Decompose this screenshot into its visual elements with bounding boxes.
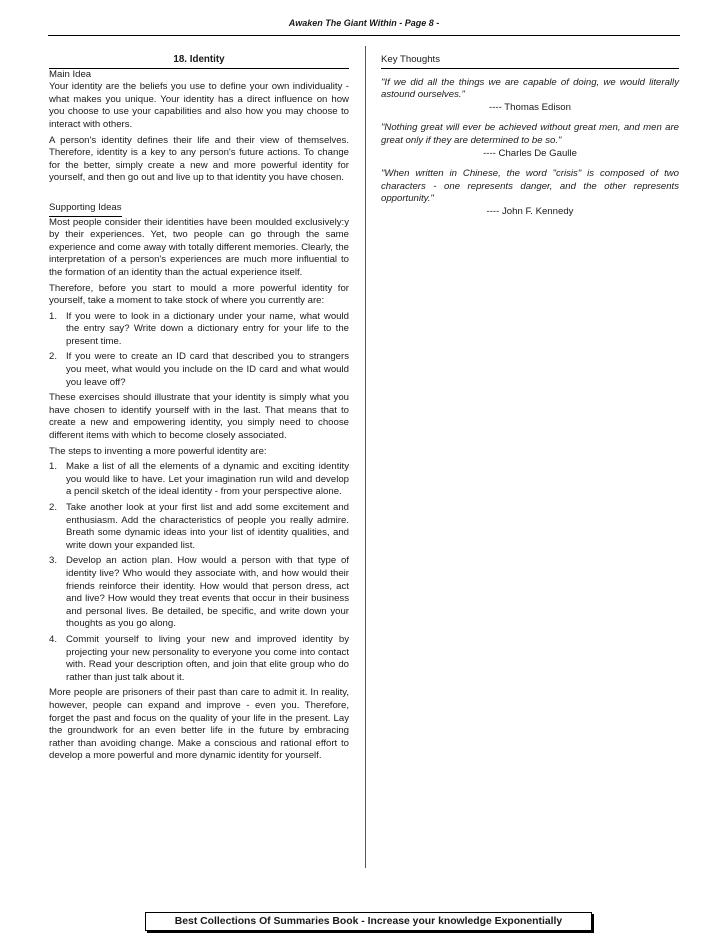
quote-text: "When written in Chinese, the word "crisis" is composed of two characters - one represents danger, and the other represents opportunity." xyxy=(381,168,679,205)
self-assessment-list xyxy=(49,311,349,390)
right-column xyxy=(381,54,679,227)
list-item: 2. If you were to create an ID card that described you to strangers you meet, what would you include on the ID card and what would you leave off? xyxy=(49,351,349,388)
main-idea-paragraph-1: Your identity are the beliefs you use to define your own individuality - what makes you unique. Your identity has a direct influence on how you choose to use your capabilities and also how you may choose to interact with others. xyxy=(49,81,349,130)
supporting-paragraph-4: The steps to inventing a more powerful identity are: xyxy=(49,445,267,457)
list-item: 4. Commit yourself to living your new and improved identity by projecting your new personality to everyone you come into contact with. Read your description often, and join that elite group who do rather than just talk about it. xyxy=(49,633,349,683)
quote-author: ---- Charles De Gaulle xyxy=(483,147,577,159)
key-thoughts-label: Key Thoughts xyxy=(381,54,679,69)
left-column xyxy=(49,54,349,766)
supporting-paragraph-5: More people are prisoners of their past than care to admit it. In reality, however, people can expand and improve - even you. Therefore, forget the past and focus on the quality of your life in the present. Lay the groundwork for an even better life in the future by embracing rather than avoiding change. Make a conscious and rational effort to develop a more powerful and more dynamic identity for yourself. xyxy=(49,687,349,762)
main-idea-paragraph-2: A person's identity defines their life and their view of themselves. Therefore, identity is a key to any person's future actions. To change for the better, simply create a new and more powerful identity for yourself, and then go out and live up to that identity you have chosen. xyxy=(49,134,349,184)
list-item: 1. Make a list of all the elements of a dynamic and exciting identity you would like to have. Let your imagination run wild and develop a pencil sketch of the ideal identity - from your perspective alone. xyxy=(49,461,349,498)
steps-list xyxy=(49,461,349,684)
footer-banner xyxy=(145,912,592,931)
quote-text: "If we did all the things we are capable of doing, we would literally astound ourselves." xyxy=(381,76,679,101)
footer-text: Best Collections Of Summaries Book - Increase your knowledge Exponentially xyxy=(174,916,563,927)
supporting-paragraph-1: Most people consider their identities have been moulded exclusively:y by their experiences. Yet, two people can go through the same experience and come away with totally different memories. Clearly, the interpretation of a person's experiences are much more influential to the formation of an identity than the actual experience itself. xyxy=(49,216,349,278)
quote-text: "Nothing great will ever be achieved without great men, and men are great only if they are determined to be so." xyxy=(381,122,679,146)
supporting-paragraph-3: These exercises should illustrate that your identity is simply what you have chosen to identify yourself with in the last. That means that to create a new and empowering identity, you simply need to choose different items with which to become closely associated. xyxy=(49,392,349,442)
section-title: 18. Identity xyxy=(49,54,349,69)
quote-author: ---- John F. Kennedy xyxy=(486,205,574,217)
list-item: 3. Develop an action plan. How would a person with that type of identity live? Who would they associate with, and how would their friends reinforce their identity. How would that person dress, act and live? How would they treat events that occur in their business and personal lives. Be detailed, be specific, and write down your thoughts as you go along. xyxy=(49,555,349,630)
page-header-title: Awaken The Giant Within - Page 8 - xyxy=(288,18,440,28)
supporting-paragraph-2: Therefore, before you start to mould a more powerful identity for yourself, take a moment to take stock of where you currently are: xyxy=(49,282,349,307)
quote-author: ---- Thomas Edison xyxy=(489,101,571,113)
supporting-ideas-label: Supporting Ideas xyxy=(49,202,122,217)
column-divider xyxy=(365,46,366,868)
page-header xyxy=(48,17,680,36)
list-item: 1. If you were to look in a dictionary under your name, what would the entry say? Write down a dictionary entry for your life to the present time. xyxy=(49,310,349,347)
list-item: 2. Take another look at your first list and add some excitement and enthusiasm. Add the characteristics of people you really admire. Breath some dynamic ideas into your list of identity qualities, and write down your expanded list. xyxy=(49,502,349,551)
main-idea-label: Main Idea xyxy=(49,68,92,80)
